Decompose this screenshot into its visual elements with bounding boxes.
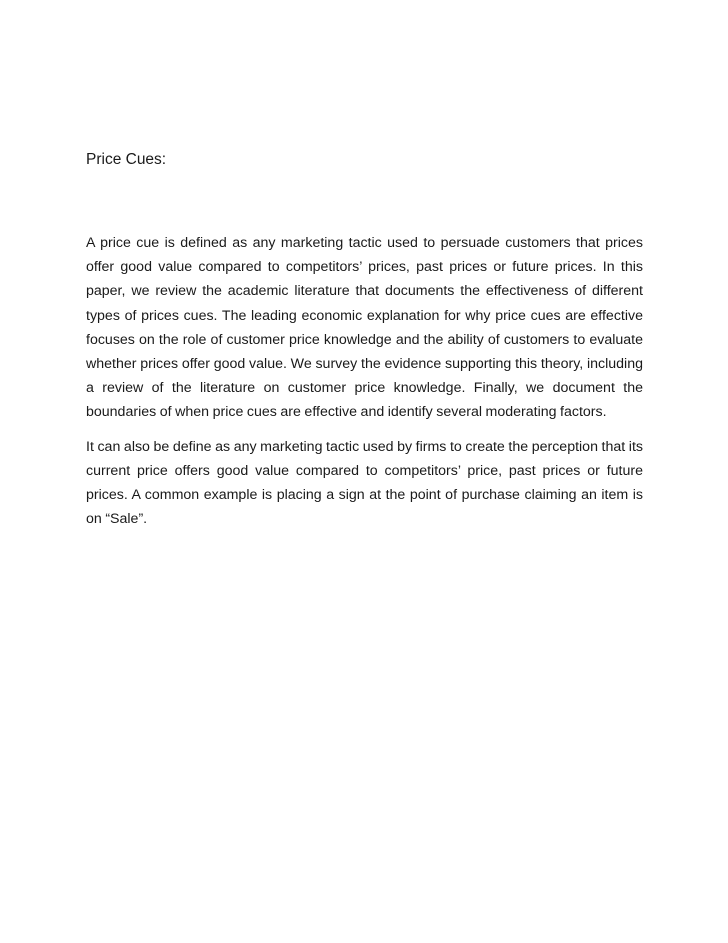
- paragraph-definition: A price cue is defined as any marketing tactic used to persuade customers that prices offer good value compared to competitors’ prices, past prices or future prices. In this paper, we review the academic literature that documents the effectiveness of different types of prices cues. The leading economic explanation for why price cues are effective focuses on the role of customer price knowledge and the ability of customers to evaluate whether prices offer good value. We survey the evidence supporting this theory, including a review of the literature on customer price knowledge. Finally, we document the boundaries of when price cues are effective and identify several moderating factors.: [86, 235, 643, 421]
- paragraph-alternate-definition: It can also be define as any marketing tactic used by firms to create the perception that its current price offers good value compared to competitors’ price, past prices or future prices. A common example is placing a sign at the point of purchase claiming an item is on “Sale”.: [86, 438, 643, 528]
- document-body: [86, 148, 643, 531]
- section-heading: Price Cues:: [86, 151, 167, 168]
